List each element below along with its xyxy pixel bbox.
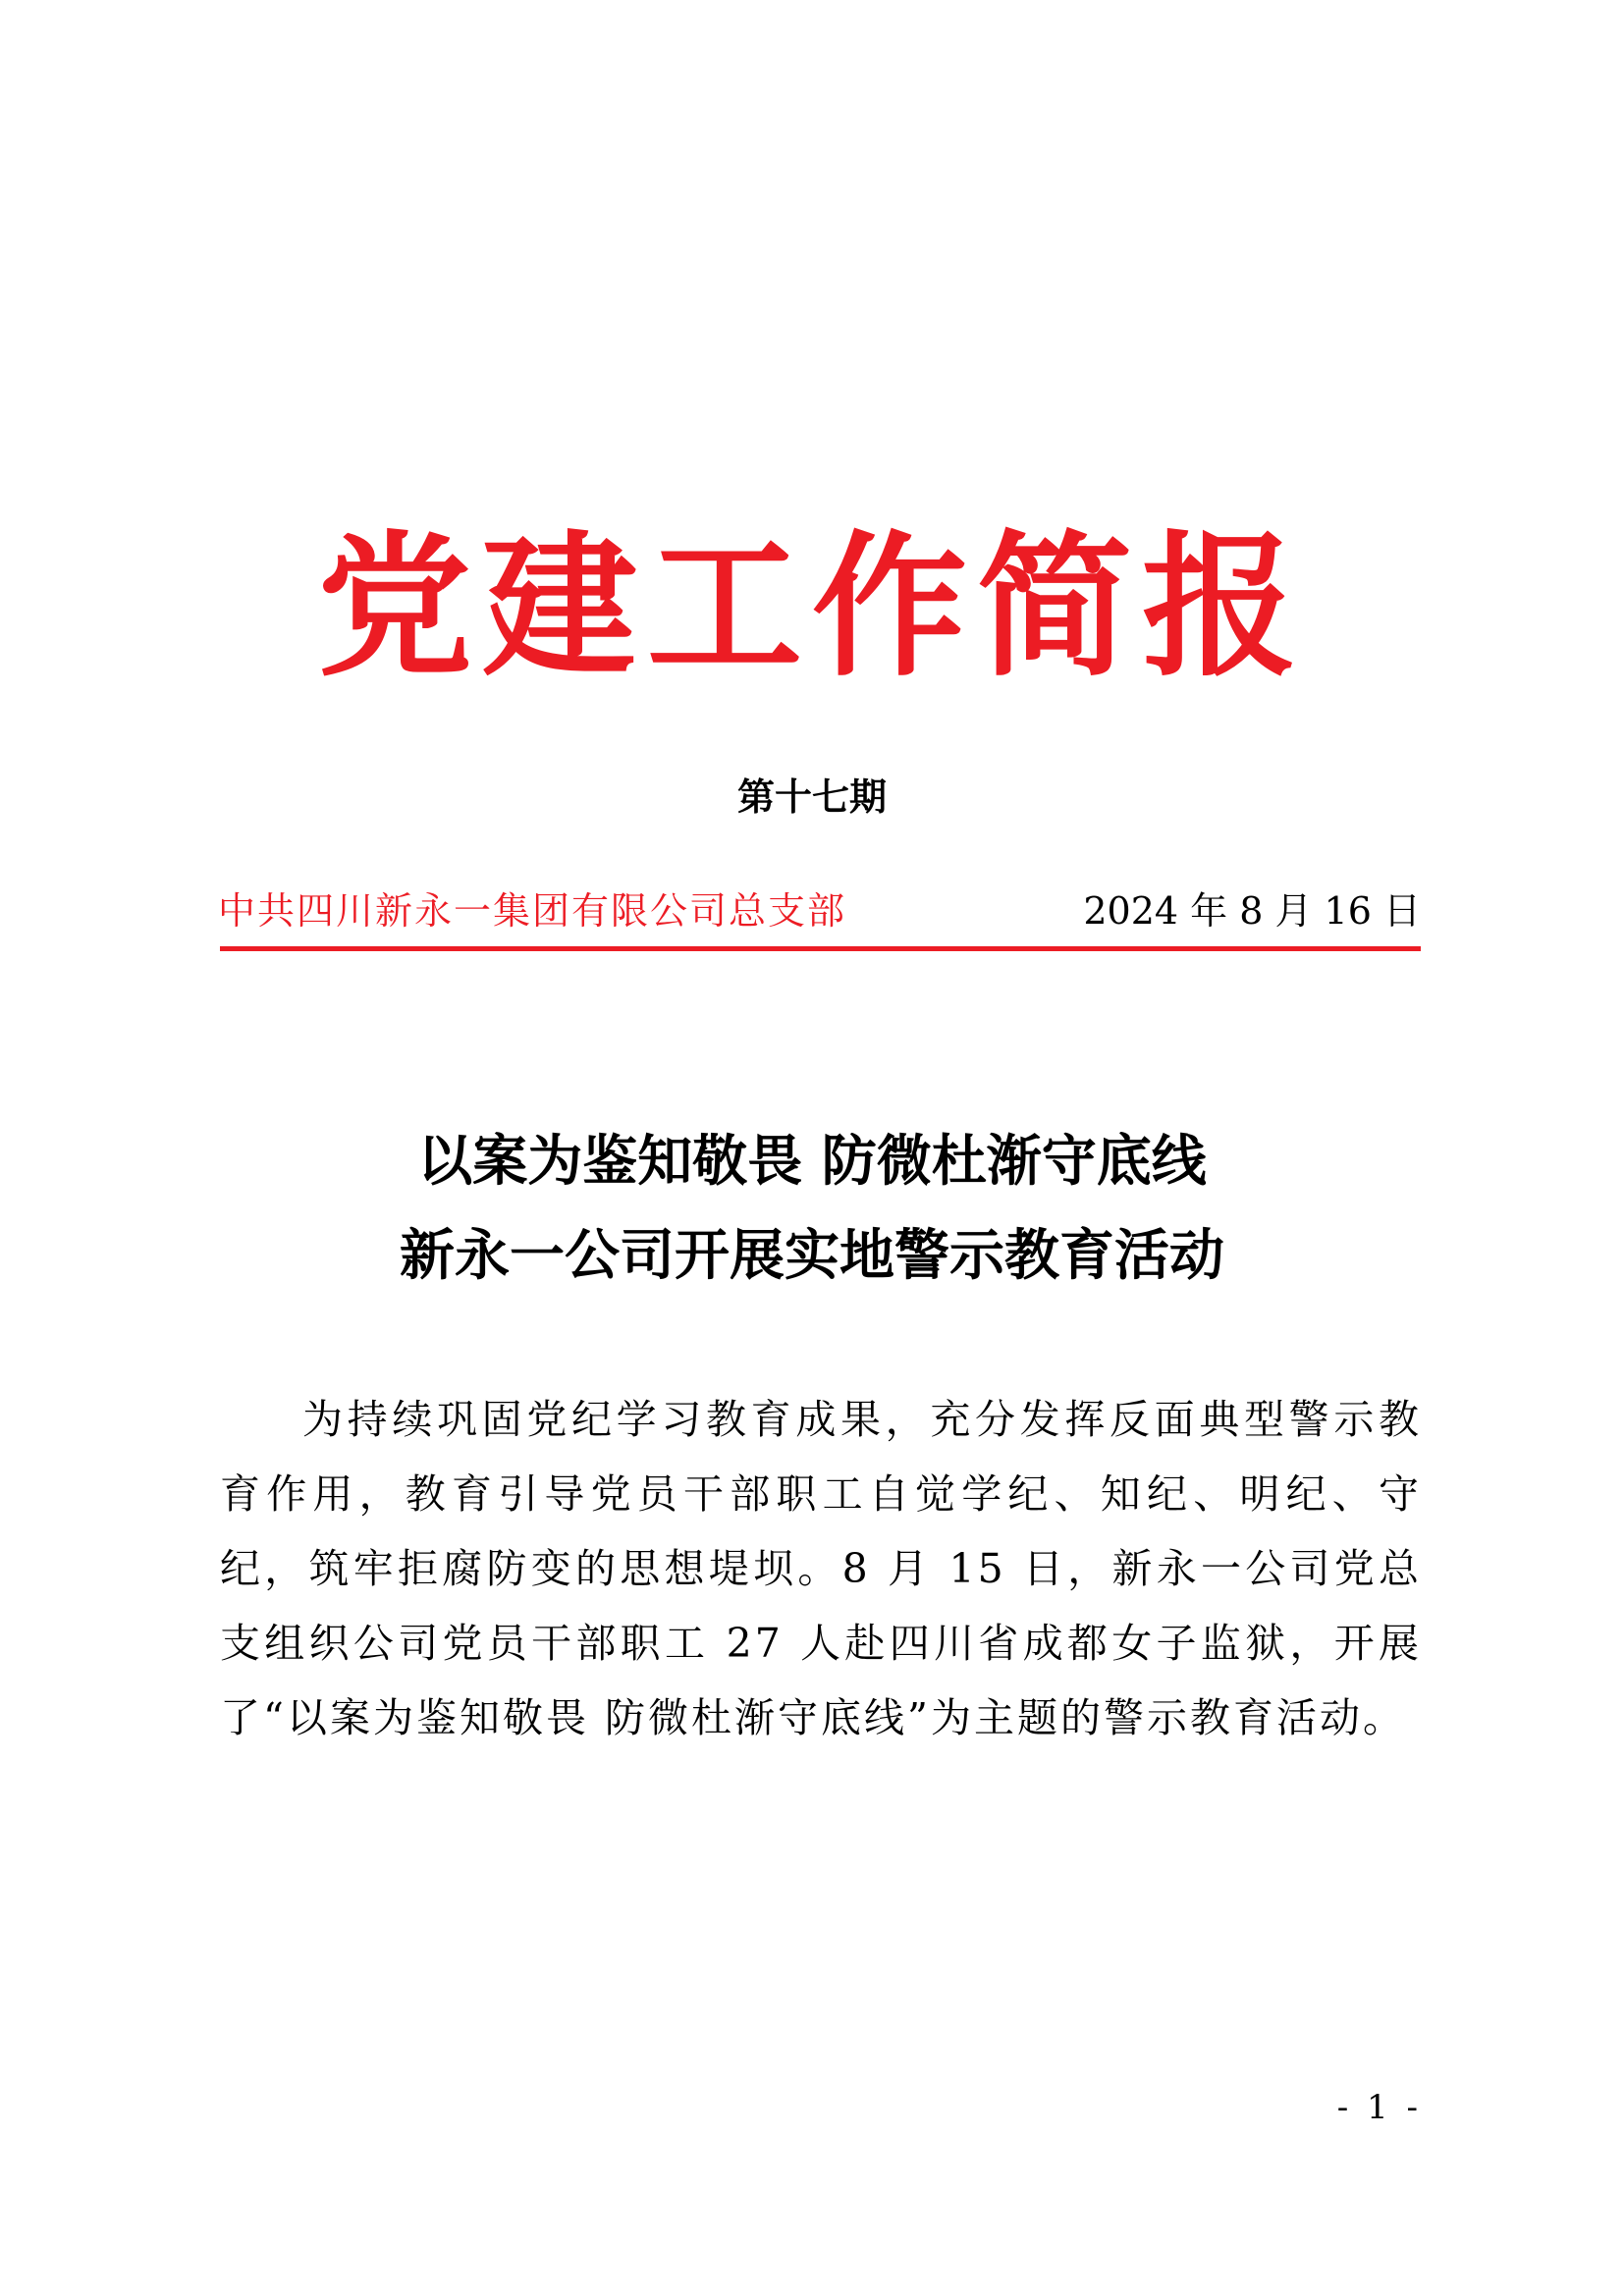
- issuer-line: [218, 889, 1421, 938]
- red-divider-rule: [220, 946, 1421, 951]
- issue-date: 2024 年 8 月 16 日: [1083, 889, 1421, 933]
- bulletin-masthead-title: 党建工作简报: [317, 516, 1307, 698]
- article-headline-line-2: 新永一公司开展实地警示教育活动: [400, 1223, 1224, 1288]
- issue-number: 第十七期: [736, 774, 887, 819]
- article-paragraph: 为持续巩固党纪学习教育成果，充分发挥反面典型警示教育作用，教育引导党员干部职工自觉学纪、知纪、明纪、守纪，筑牢拒腐防变的思想堤坝。8 月 15 日，新永一公司党总支组织公司党员干部职工 27 人赴四川省成都女子监狱，开展了“以案为鉴知敬畏 防微杜渐守底线”为主题的警示教育活动。: [220, 1396, 1422, 1741]
- issuing-organization: 中共四川新永一集团有限公司总支部: [218, 889, 847, 933]
- article-headline-line-1: 以案为鉴知敬畏 防微杜渐守底线: [417, 1129, 1207, 1194]
- page-number: - 1 -: [1336, 2088, 1422, 2127]
